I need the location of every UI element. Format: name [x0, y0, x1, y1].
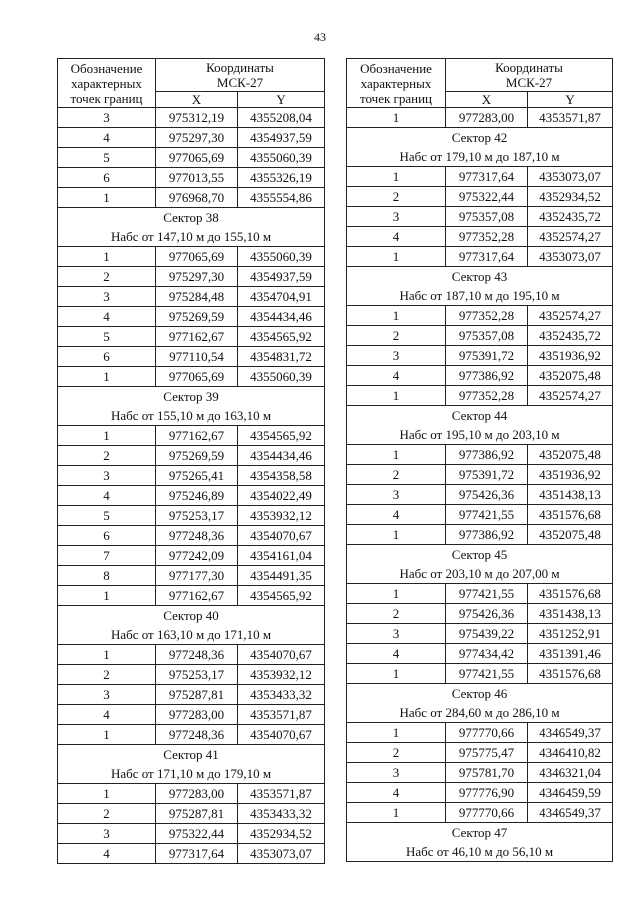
x-coordinate-cell: 977162,67 [156, 426, 238, 446]
designation-header-line: точек границ [359, 90, 433, 106]
point-number-cell: 3 [58, 287, 156, 307]
x-coordinate-cell: 977248,36 [156, 526, 238, 546]
point-number-cell: 4 [347, 783, 446, 803]
coordinates-header-line: МСК-27 [216, 75, 264, 90]
point-number-cell: 2 [347, 743, 446, 763]
table-row [347, 386, 613, 406]
y-coordinate-cell: 4353932,12 [238, 506, 325, 526]
y-coordinate-cell: 4353433,32 [238, 804, 325, 824]
y-coordinate-cell: 4353571,87 [528, 108, 613, 128]
x-coordinate-cell: 975322,44 [446, 187, 528, 207]
sector-row [347, 684, 613, 704]
x-coordinate-cell: 977770,66 [446, 723, 528, 743]
table-row [347, 366, 613, 386]
y-coordinate-cell: 4354434,46 [238, 446, 325, 466]
x-coordinate-cell: 977434,42 [446, 644, 528, 664]
sector-row [347, 823, 613, 843]
x-coordinate-cell: 977248,36 [156, 725, 238, 745]
point-number-cell: 2 [347, 604, 446, 624]
y-coordinate-cell: 4354704,91 [238, 287, 325, 307]
sector-title: Сектор 46 [347, 684, 613, 704]
table-row [58, 426, 325, 446]
x-coordinate-cell: 977110,54 [156, 347, 238, 367]
y-coordinate-cell: 4355060,39 [238, 247, 325, 267]
y-coordinate-cell: 4346321,04 [528, 763, 613, 783]
designation-header-line: точек границ [70, 90, 143, 106]
x-coordinate-cell: 977283,00 [156, 705, 238, 725]
height-range-text: Набс от 203,10 м до 207,00 м [347, 564, 613, 584]
x-coordinate-cell: 975439,22 [446, 624, 528, 644]
y-coordinate-cell: 4355326,19 [238, 168, 325, 188]
point-number-cell: 7 [58, 546, 156, 566]
y-coordinate-cell: 4354831,72 [238, 347, 325, 367]
point-number-cell: 3 [347, 763, 446, 783]
table-row [347, 604, 613, 624]
y-header: Y [528, 92, 613, 108]
height-range-text: Набс от 179,10 м до 187,10 м [347, 147, 613, 167]
y-coordinate-cell: 4352075,48 [528, 525, 613, 545]
designation-header [58, 59, 156, 108]
x-coordinate-cell: 975312,19 [156, 108, 238, 128]
x-coordinate-cell: 975781,70 [446, 763, 528, 783]
sector-title: Сектор 47 [347, 823, 613, 843]
point-number-cell: 3 [347, 346, 446, 366]
x-coordinate-cell: 977386,92 [446, 366, 528, 386]
point-number-cell: 5 [58, 327, 156, 347]
y-coordinate-cell: 4353073,07 [528, 167, 613, 187]
height-range-row [58, 227, 325, 247]
table-row [58, 327, 325, 347]
point-number-cell: 1 [58, 645, 156, 665]
sector-row [347, 545, 613, 565]
point-number-cell: 4 [58, 705, 156, 725]
table-row [58, 705, 325, 725]
sector-title: Сектор 43 [347, 267, 613, 287]
table-row [347, 326, 613, 346]
table-row [58, 685, 325, 705]
x-coordinate-cell: 977248,36 [156, 645, 238, 665]
y-coordinate-cell: 4352435,72 [528, 326, 613, 346]
y-coordinate-cell: 4354161,04 [238, 546, 325, 566]
x-coordinate-cell: 975426,36 [446, 604, 528, 624]
point-number-cell: 2 [347, 326, 446, 346]
y-coordinate-cell: 4354937,59 [238, 267, 325, 287]
point-number-cell: 3 [58, 108, 156, 128]
y-coordinate-cell: 4354022,49 [238, 486, 325, 506]
x-coordinate-cell: 977317,64 [446, 167, 528, 187]
point-number-cell: 4 [347, 366, 446, 386]
table-row [58, 506, 325, 526]
height-range-text: Набс от 46,10 м до 56,10 м [347, 842, 613, 862]
y-coordinate-cell: 4352934,52 [238, 824, 325, 844]
table-row [58, 446, 325, 466]
x-coordinate-cell: 977317,64 [446, 247, 528, 267]
x-coordinate-cell: 977065,69 [156, 367, 238, 387]
y-header: Y [238, 92, 325, 108]
height-range-row [58, 406, 325, 426]
y-coordinate-cell: 4355208,04 [238, 108, 325, 128]
table-row [58, 824, 325, 844]
y-coordinate-cell: 4351936,92 [528, 346, 613, 366]
height-range-text: Набс от 187,10 м до 195,10 м [347, 286, 613, 306]
point-number-cell: 3 [347, 207, 446, 227]
x-coordinate-cell: 977770,66 [446, 803, 528, 823]
y-coordinate-cell: 4354937,59 [238, 128, 325, 148]
table-row [58, 486, 325, 506]
point-number-cell: 1 [347, 306, 446, 326]
y-coordinate-cell: 4352574,27 [528, 227, 613, 247]
coordinates-table-right [346, 58, 613, 862]
y-coordinate-cell: 4346410,82 [528, 743, 613, 763]
sector-row [58, 387, 325, 407]
coordinates-header-line: Координаты [206, 60, 274, 75]
y-coordinate-cell: 4351576,68 [528, 584, 613, 604]
y-coordinate-cell: 4354565,92 [238, 426, 325, 446]
point-number-cell: 8 [58, 566, 156, 586]
table-row [347, 505, 613, 525]
y-coordinate-cell: 4351576,68 [528, 505, 613, 525]
x-coordinate-cell: 975253,17 [156, 665, 238, 685]
x-coordinate-cell: 977177,30 [156, 566, 238, 586]
point-number-cell: 3 [58, 685, 156, 705]
x-coordinate-cell: 975322,44 [156, 824, 238, 844]
sector-row [347, 128, 613, 148]
x-coordinate-cell: 977013,55 [156, 168, 238, 188]
y-coordinate-cell: 4352435,72 [528, 207, 613, 227]
table-row [347, 247, 613, 267]
x-coordinate-cell: 977386,92 [446, 445, 528, 465]
point-number-cell: 2 [58, 665, 156, 685]
x-coordinate-cell: 976968,70 [156, 188, 238, 208]
table-row [347, 644, 613, 664]
table-row [58, 546, 325, 566]
point-number-cell: 1 [347, 723, 446, 743]
x-coordinate-cell: 975269,59 [156, 446, 238, 466]
point-number-cell: 1 [347, 664, 446, 684]
table-row [347, 465, 613, 485]
designation-header-line: Обозначение [360, 60, 432, 76]
sector-title: Сектор 39 [58, 387, 325, 407]
height-range-row [58, 764, 325, 784]
table-row [58, 307, 325, 327]
y-coordinate-cell: 4354491,35 [238, 566, 325, 586]
height-range-text: Набс от 163,10 м до 171,10 м [58, 625, 325, 645]
designation-header-line: Обозначение [70, 60, 143, 76]
height-range-row [58, 625, 325, 645]
y-coordinate-cell: 4352934,52 [528, 187, 613, 207]
y-coordinate-cell: 4354434,46 [238, 307, 325, 327]
x-coordinate-cell: 977065,69 [156, 247, 238, 267]
x-coordinate-cell: 977421,55 [446, 584, 528, 604]
point-number-cell: 1 [347, 584, 446, 604]
height-range-row [347, 286, 613, 306]
point-number-cell: 4 [58, 844, 156, 864]
y-coordinate-cell: 4351936,92 [528, 465, 613, 485]
table-row [347, 525, 613, 545]
y-coordinate-cell: 4351438,13 [528, 485, 613, 505]
height-range-text: Набс от 284,60 м до 286,10 м [347, 703, 613, 723]
point-number-cell: 1 [58, 586, 156, 606]
point-number-cell: 3 [347, 485, 446, 505]
x-coordinate-cell: 975287,81 [156, 804, 238, 824]
table-row [347, 167, 613, 187]
point-number-cell: 4 [58, 307, 156, 327]
table-row [58, 665, 325, 685]
y-coordinate-cell: 4353073,07 [238, 844, 325, 864]
table-row [58, 287, 325, 307]
point-number-cell: 6 [58, 168, 156, 188]
x-coordinate-cell: 977352,28 [446, 386, 528, 406]
coordinates-header [446, 59, 613, 92]
point-number-cell: 1 [58, 247, 156, 267]
coordinates-header-line: МСК-27 [505, 75, 553, 90]
table-row [347, 763, 613, 783]
point-number-cell: 6 [58, 526, 156, 546]
table-row [58, 367, 325, 387]
y-coordinate-cell: 4351252,91 [528, 624, 613, 644]
table-row [58, 188, 325, 208]
y-coordinate-cell: 4355554,86 [238, 188, 325, 208]
y-coordinate-cell: 4355060,39 [238, 148, 325, 168]
x-coordinate-cell: 977065,69 [156, 148, 238, 168]
table-body [347, 108, 613, 862]
table-row [58, 128, 325, 148]
height-range-row [347, 564, 613, 584]
table-row [347, 743, 613, 763]
table-header [58, 59, 325, 108]
x-coordinate-cell: 975297,30 [156, 267, 238, 287]
x-coordinate-cell: 975426,36 [446, 485, 528, 505]
table-row [347, 346, 613, 366]
x-coordinate-cell: 975391,72 [446, 346, 528, 366]
y-coordinate-cell: 4353073,07 [528, 247, 613, 267]
point-number-cell: 1 [347, 247, 446, 267]
x-coordinate-cell: 977162,67 [156, 327, 238, 347]
designation-header-line: характерных [360, 75, 432, 91]
table-row [58, 347, 325, 367]
coordinates-table-left [57, 58, 325, 864]
point-number-cell: 1 [347, 445, 446, 465]
y-coordinate-cell: 4353571,87 [238, 784, 325, 804]
y-coordinate-cell: 4346549,37 [528, 803, 613, 823]
height-range-row [347, 703, 613, 723]
table-row [347, 227, 613, 247]
table-row [347, 445, 613, 465]
point-number-cell: 2 [58, 804, 156, 824]
table-row [347, 108, 613, 128]
sector-title: Сектор 45 [347, 545, 613, 565]
y-coordinate-cell: 4353433,32 [238, 685, 325, 705]
height-range-text: Набс от 155,10 м до 163,10 м [58, 406, 325, 426]
height-range-text: Набс от 147,10 м до 155,10 м [58, 227, 325, 247]
y-coordinate-cell: 4353571,87 [238, 705, 325, 725]
y-coordinate-cell: 4352574,27 [528, 386, 613, 406]
y-coordinate-cell: 4352075,48 [528, 366, 613, 386]
table-row [58, 804, 325, 824]
sector-title: Сектор 40 [58, 606, 325, 626]
point-number-cell: 4 [347, 644, 446, 664]
y-coordinate-cell: 4352075,48 [528, 445, 613, 465]
point-number-cell: 4 [347, 227, 446, 247]
table-row [58, 586, 325, 606]
x-coordinate-cell: 977386,92 [446, 525, 528, 545]
table-row [347, 187, 613, 207]
point-number-cell: 2 [347, 187, 446, 207]
x-coordinate-cell: 977283,00 [446, 108, 528, 128]
x-coordinate-cell: 977352,28 [446, 306, 528, 326]
x-coordinate-cell: 977421,55 [446, 505, 528, 525]
sector-title: Сектор 44 [347, 406, 613, 426]
sector-title: Сектор 41 [58, 745, 325, 765]
page-number: 43 [314, 30, 326, 44]
y-coordinate-cell: 4353932,12 [238, 665, 325, 685]
point-number-cell: 2 [58, 267, 156, 287]
point-number-cell: 3 [58, 466, 156, 486]
table-row [58, 645, 325, 665]
table-row [347, 306, 613, 326]
x-coordinate-cell: 975287,81 [156, 685, 238, 705]
point-number-cell: 5 [58, 506, 156, 526]
sector-row [58, 208, 325, 228]
table-row [58, 526, 325, 546]
sector-row [347, 267, 613, 287]
point-number-cell: 1 [347, 525, 446, 545]
point-number-cell: 1 [58, 725, 156, 745]
table-row [347, 783, 613, 803]
table-row [347, 584, 613, 604]
sector-title: Сектор 42 [347, 128, 613, 148]
y-coordinate-cell: 4354070,67 [238, 645, 325, 665]
x-coordinate-cell: 977776,90 [446, 783, 528, 803]
sector-row [347, 406, 613, 426]
table-row [58, 784, 325, 804]
point-number-cell: 1 [347, 108, 446, 128]
y-coordinate-cell: 4354565,92 [238, 586, 325, 606]
point-number-cell: 1 [58, 367, 156, 387]
y-coordinate-cell: 4354358,58 [238, 466, 325, 486]
x-coordinate-cell: 975269,59 [156, 307, 238, 327]
sector-title: Сектор 38 [58, 208, 325, 228]
y-coordinate-cell: 4351576,68 [528, 664, 613, 684]
point-number-cell: 1 [58, 784, 156, 804]
point-number-cell: 6 [58, 347, 156, 367]
table-row [58, 566, 325, 586]
table-row [347, 485, 613, 505]
point-number-cell: 2 [347, 465, 446, 485]
table-row [58, 267, 325, 287]
x-coordinate-cell: 977317,64 [156, 844, 238, 864]
x-header: X [156, 92, 238, 108]
table-header [347, 59, 613, 108]
point-number-cell: 3 [58, 824, 156, 844]
designation-header [347, 59, 446, 108]
table-row [58, 844, 325, 864]
table-body [58, 108, 325, 864]
height-range-row [347, 425, 613, 445]
y-coordinate-cell: 4351438,13 [528, 604, 613, 624]
table-row [58, 247, 325, 267]
height-range-row [347, 842, 613, 862]
y-coordinate-cell: 4352574,27 [528, 306, 613, 326]
x-coordinate-cell: 977421,55 [446, 664, 528, 684]
table-row [58, 108, 325, 128]
table-row [347, 664, 613, 684]
x-coordinate-cell: 975297,30 [156, 128, 238, 148]
height-range-row [347, 147, 613, 167]
x-coordinate-cell: 977242,09 [156, 546, 238, 566]
y-coordinate-cell: 4355060,39 [238, 367, 325, 387]
x-coordinate-cell: 975246,89 [156, 486, 238, 506]
coordinates-header [156, 59, 325, 92]
point-number-cell: 4 [58, 486, 156, 506]
point-number-cell: 4 [347, 505, 446, 525]
x-coordinate-cell: 975253,17 [156, 506, 238, 526]
point-number-cell: 4 [58, 128, 156, 148]
table-row [347, 723, 613, 743]
point-number-cell: 1 [58, 188, 156, 208]
y-coordinate-cell: 4346549,37 [528, 723, 613, 743]
point-number-cell: 1 [347, 167, 446, 187]
table-row [58, 466, 325, 486]
designation-header-line: характерных [71, 75, 142, 91]
table-row [58, 148, 325, 168]
sector-row [58, 745, 325, 765]
x-coordinate-cell: 975357,08 [446, 326, 528, 346]
point-number-cell: 1 [347, 386, 446, 406]
table-row [58, 168, 325, 188]
table-row [347, 803, 613, 823]
x-coordinate-cell: 975775,47 [446, 743, 528, 763]
table-row [347, 207, 613, 227]
sector-row [58, 606, 325, 626]
x-coordinate-cell: 977162,67 [156, 586, 238, 606]
x-coordinate-cell: 975391,72 [446, 465, 528, 485]
x-header: X [446, 92, 528, 108]
point-number-cell: 3 [347, 624, 446, 644]
height-range-text: Набс от 195,10 м до 203,10 м [347, 425, 613, 445]
y-coordinate-cell: 4354565,92 [238, 327, 325, 347]
x-coordinate-cell: 975357,08 [446, 207, 528, 227]
coordinates-header-line: Координаты [495, 60, 563, 75]
y-coordinate-cell: 4354070,67 [238, 725, 325, 745]
y-coordinate-cell: 4351391,46 [528, 644, 613, 664]
x-coordinate-cell: 975284,48 [156, 287, 238, 307]
x-coordinate-cell: 975265,41 [156, 466, 238, 486]
x-coordinate-cell: 977352,28 [446, 227, 528, 247]
point-number-cell: 5 [58, 148, 156, 168]
point-number-cell: 1 [347, 803, 446, 823]
y-coordinate-cell: 4354070,67 [238, 526, 325, 546]
y-coordinate-cell: 4346459,59 [528, 783, 613, 803]
table-row [347, 624, 613, 644]
table-row [58, 725, 325, 745]
point-number-cell: 2 [58, 446, 156, 466]
x-coordinate-cell: 977283,00 [156, 784, 238, 804]
point-number-cell: 1 [58, 426, 156, 446]
height-range-text: Набс от 171,10 м до 179,10 м [58, 764, 325, 784]
